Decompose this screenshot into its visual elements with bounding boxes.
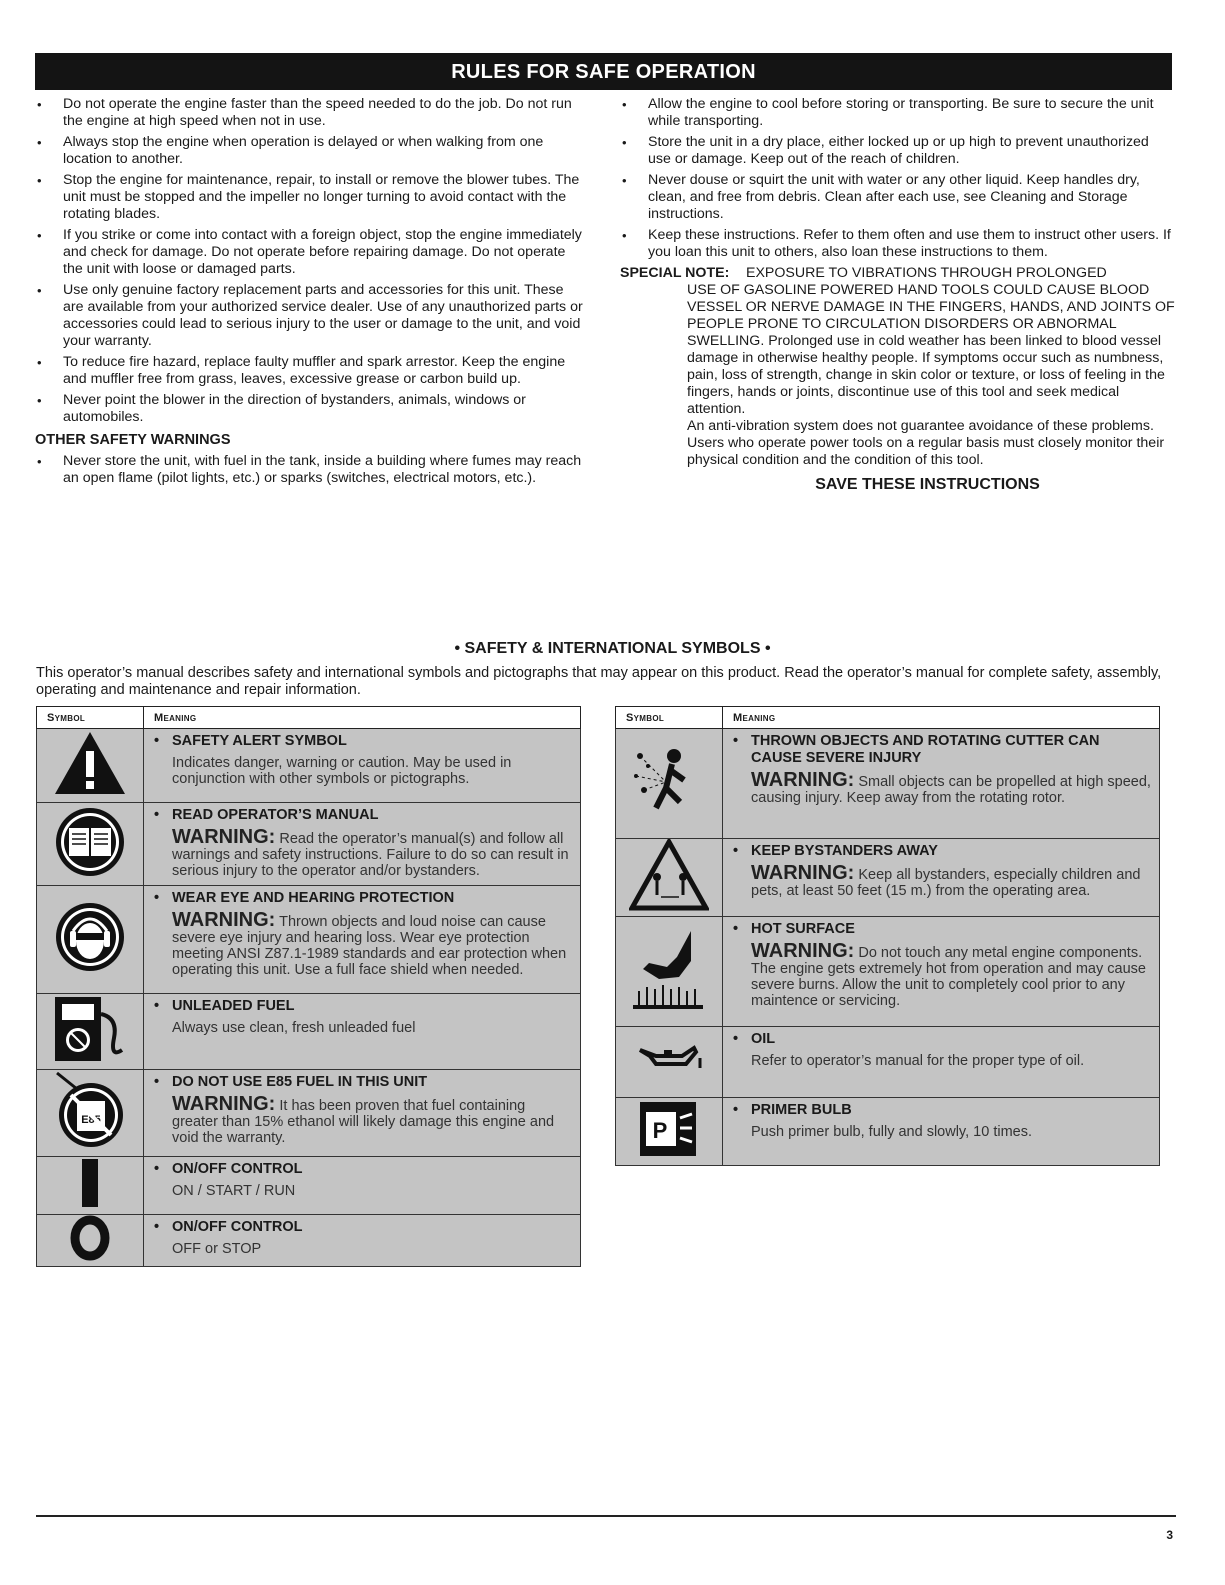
meaning-cell: [144, 994, 581, 1070]
eye-hearing-protection-icon: [54, 960, 126, 977]
symbol-description: [154, 1020, 572, 1036]
safety-alert-icon: [53, 784, 127, 801]
meaning-cell: [723, 839, 1160, 917]
symbol-title: • THROWN OBJECTS AND ROTATING CUTTER CAN CAUSE SEVERE INJURY: [733, 733, 1151, 767]
right-column: [620, 96, 1175, 493]
section-banner: RULES FOR SAFE OPERATION: [35, 53, 1172, 90]
symbol-cell: [37, 994, 144, 1070]
bullet-item: • If you strike or come into contact with a foreign object, stop the engine immediately and check for damage. Do not operate before repairing damage. Do not operate the unit with loose or damaged parts.: [35, 227, 587, 278]
symbol-row: [616, 1098, 1160, 1166]
symbols-heading: • SAFETY & INTERNATIONAL SYMBOLS •: [454, 640, 771, 657]
symbol-description: [154, 1241, 572, 1257]
bullet-item: • Do not operate the engine faster than the speed needed to do the job. Do not run the engine at high speed when not in use.: [35, 96, 587, 130]
bullet-item: • Never store the unit, with fuel in the tank, inside a building where fumes may reach an open flame (pilot lights, etc.) or sparks (switches, electrical motors, etc.).: [35, 453, 587, 487]
symbol-description-text: Read the operator’s manual(s) and follow all warnings and safety instructions. Failure to do so can result in serious injury to the operator and/or bystanders.: [172, 831, 569, 879]
symbol-description-text: Thrown objects and loud noise can cause severe eye injury and hearing loss. Wear eye protection meeting ANSI Z87.1-1989 standards and ear protection when operating this unit. Use a full face shield when needed.: [172, 914, 567, 978]
symbol-cell: [616, 1098, 723, 1166]
bullet-item: • Stop the engine for maintenance, repair, to install or remove the blower tubes. The unit must be stopped and the impeller no longer turning to avoid contact with the rotating blades.: [35, 172, 587, 223]
svg-text:E85: E85: [81, 1113, 101, 1126]
symbol-description-text: Indicates danger, warning or caution. May be used in conjunction with other symbols or pictographs.: [172, 755, 512, 787]
primer-bulb-icon: [636, 1118, 702, 1164]
meaning-cell: [144, 1215, 581, 1267]
warning-label: WARNING:: [172, 1093, 276, 1115]
symbol-description: [733, 1124, 1151, 1140]
special-note-first-line: EXPOSURE TO VIBRATIONS THROUGH PROLONGED: [746, 265, 1107, 281]
thrown-objects-icon: [626, 807, 712, 824]
symbol-cell: [616, 729, 723, 839]
meaning-cell: [144, 1157, 581, 1215]
symbol-description: [154, 1093, 572, 1146]
symbol-column-header: Symbol: [616, 707, 723, 729]
symbol-description-text: Push primer bulb, fully and slowly, 10 times.: [751, 1124, 1032, 1140]
meaning-column-header: Meaning: [144, 707, 581, 729]
bullet-item: • Never douse or squirt the unit with water or any other liquid. Keep handles dry, clean, and free from debris. Clean after each use, see Cleaning and Storage instructions.: [620, 172, 1175, 223]
symbol-description: [733, 940, 1151, 1009]
symbol-cell: [37, 729, 144, 803]
unleaded-fuel-icon: [52, 1051, 128, 1068]
symbol-description: [733, 1053, 1151, 1069]
symbol-row: [616, 1027, 1160, 1098]
meaning-cell: [723, 1098, 1160, 1166]
meaning-cell: [144, 803, 581, 886]
symbol-cell: [37, 886, 144, 994]
keep-bystanders-away-icon: [629, 898, 709, 915]
symbol-row: [37, 886, 581, 994]
symbol-title: • HOT SURFACE: [733, 921, 1151, 938]
special-note-text: USE OF GASOLINE POWERED HAND TOOLS COULD CAUSE BLOOD VESSEL OR NERVE DAMAGE IN THE FINGERS, HANDS, AND JOINTS OF PEOPLE PRONE TO CIRCULATION DISORDERS OR ABNORMAL SWELLING. Prolonged use in cold weather has been linked to blood vessel damage in otherwise healthy people. If symptoms occur such as numbness, pain, loss of strength, change in skin color or texture, or loss of feeling in the fingers, hands or joints, discontinue use of this tool and seek medical attention.: [687, 282, 1175, 417]
save-instructions: SAVE THESE INSTRUCTIONS: [815, 476, 1040, 493]
warning-label: WARNING:: [751, 940, 855, 962]
symbol-description-text: Do not touch any metal engine components. The engine gets extremely hot from operation and may cause severe burns. Allow the unit to completely cool prior to any maintence or servicing.: [751, 945, 1146, 1009]
symbol-description: [154, 755, 572, 787]
bullet-item: • Allow the engine to cool before storing or transporting. Be sure to secure the unit while transporting.: [620, 96, 1175, 130]
off-switch-icon: [70, 1248, 110, 1265]
meaning-cell: [144, 886, 581, 994]
symbol-description-text: Always use clean, fresh unleaded fuel: [172, 1020, 416, 1036]
symbol-description: [154, 1183, 572, 1199]
symbol-row: [37, 803, 581, 886]
symbol-row: [37, 1157, 581, 1215]
bullet-item: • Store the unit in a dry place, either locked up or up high to prevent unauthorized use or damage. Keep out of the reach of children.: [620, 134, 1175, 168]
meaning-cell: [723, 1027, 1160, 1098]
meaning-column-header: Meaning: [723, 707, 1160, 729]
symbol-row: [37, 1070, 581, 1157]
special-note: [620, 265, 1175, 469]
oil-can-icon: [634, 1065, 704, 1082]
hot-surface-icon: [629, 998, 709, 1015]
left-column: [35, 96, 587, 491]
symbol-row: [616, 729, 1160, 839]
bullet-item: • Keep these instructions. Refer to them often and use them to instruct other users. If you loan this unit to others, also loan these instructions to them.: [620, 227, 1175, 261]
symbol-cell: [37, 1215, 144, 1267]
symbols-table-right: [615, 706, 1160, 1166]
symbol-description-text: OFF or STOP: [172, 1241, 262, 1257]
bullet-item: • Always stop the engine when operation is delayed or when walking from one location to another.: [35, 134, 587, 168]
left-bullet-list: [35, 96, 587, 426]
right-bullet-list: [620, 96, 1175, 261]
meaning-cell: [144, 729, 581, 803]
on-switch-icon: [80, 1196, 100, 1213]
symbol-title: • SAFETY ALERT SYMBOL: [154, 733, 572, 750]
symbol-title: • PRIMER BULB: [733, 1102, 1151, 1119]
bullet-item: • Never point the blower in the direction of bystanders, animals, windows or automobiles.: [35, 392, 587, 426]
symbol-title: • ON/OFF CONTROL: [154, 1219, 572, 1236]
warning-label: WARNING:: [751, 769, 855, 791]
symbol-cell: [616, 917, 723, 1027]
svg-text:P: P: [652, 1118, 668, 1143]
symbol-title: • OIL: [733, 1031, 1151, 1048]
symbol-description-text: Refer to operator’s manual for the proper type of oil.: [751, 1053, 1085, 1069]
other-warnings-heading: OTHER SAFETY WARNINGS: [35, 432, 231, 448]
special-note-text-2: An anti-vibration system does not guarantee avoidance of these problems. Users who operate power tools on a regular basis must closely monitor their physical condition and the condition of this tool.: [687, 418, 1165, 468]
page-number: 3: [1166, 1528, 1173, 1542]
symbol-description-text: It has been proven that fuel containing greater than 15% ethanol will likely damage this engine and void the warranty.: [172, 1098, 555, 1146]
bullet-item: • To reduce fire hazard, replace faulty muffler and spark arrestor. Keep the engine and muffler free from grass, leaves, excessive grease or carbon build up.: [35, 354, 587, 388]
warning-label: WARNING:: [172, 909, 276, 931]
meaning-cell: [723, 917, 1160, 1027]
symbol-row: [37, 994, 581, 1070]
symbol-title: • READ OPERATOR’S MANUAL: [154, 807, 572, 824]
symbol-cell: [37, 1070, 144, 1157]
symbol-row: [616, 917, 1160, 1027]
symbol-description: [733, 862, 1151, 899]
symbol-cell: [616, 1027, 723, 1098]
symbols-table-left: [36, 706, 581, 1267]
symbol-cell: [37, 803, 144, 886]
footer-rule: [36, 1515, 1176, 1517]
symbol-description-text: Small objects can be propelled at high speed, causing injury. Keep away from the rotating rotor.: [751, 774, 1151, 806]
symbol-description: [154, 826, 572, 879]
bullet-item: • Use only genuine factory replacement parts and accessories for this unit. These are available from your authorized service dealer. Use of any unauthorized parts or accessories could lead to serious injury to the user or damage to the unit, and void your warranty.: [35, 282, 587, 350]
symbol-row: [616, 839, 1160, 917]
symbol-title: • KEEP BYSTANDERS AWAY: [733, 843, 1151, 860]
symbol-row: [37, 1215, 581, 1267]
symbol-cell: [37, 1157, 144, 1215]
symbol-title: • ON/OFF CONTROL: [154, 1161, 572, 1178]
symbols-intro: This operator’s manual describes safety and international symbols and pictographs that may appear on this product. Read the operator’s manual for complete safety, assembly, operating and maintenance and repair information.: [36, 665, 1162, 698]
operator-manual-icon: [54, 865, 126, 882]
symbol-title: • WEAR EYE AND HEARING PROTECTION: [154, 890, 572, 907]
symbol-row: [37, 729, 581, 803]
no-e85-fuel-icon: [51, 1113, 129, 1155]
symbol-description: [154, 909, 572, 978]
symbol-description-text: Keep all bystanders, especially children and pets, at least 50 feet (15 m.) from the operating area.: [751, 867, 1141, 899]
symbol-title: • DO NOT USE E85 FUEL IN THIS UNIT: [154, 1074, 572, 1091]
other-bullet-list: [35, 453, 587, 487]
meaning-cell: [144, 1070, 581, 1157]
warning-label: WARNING:: [751, 862, 855, 884]
symbol-cell: [616, 839, 723, 917]
symbol-column-header: Symbol: [37, 707, 144, 729]
warning-label: WARNING:: [172, 826, 276, 848]
meaning-cell: [723, 729, 1160, 839]
special-note-label: SPECIAL NOTE:: [620, 265, 730, 281]
symbol-description: [733, 769, 1151, 806]
symbol-description-text: ON / START / RUN: [172, 1183, 296, 1199]
symbol-title: • UNLEADED FUEL: [154, 998, 572, 1015]
